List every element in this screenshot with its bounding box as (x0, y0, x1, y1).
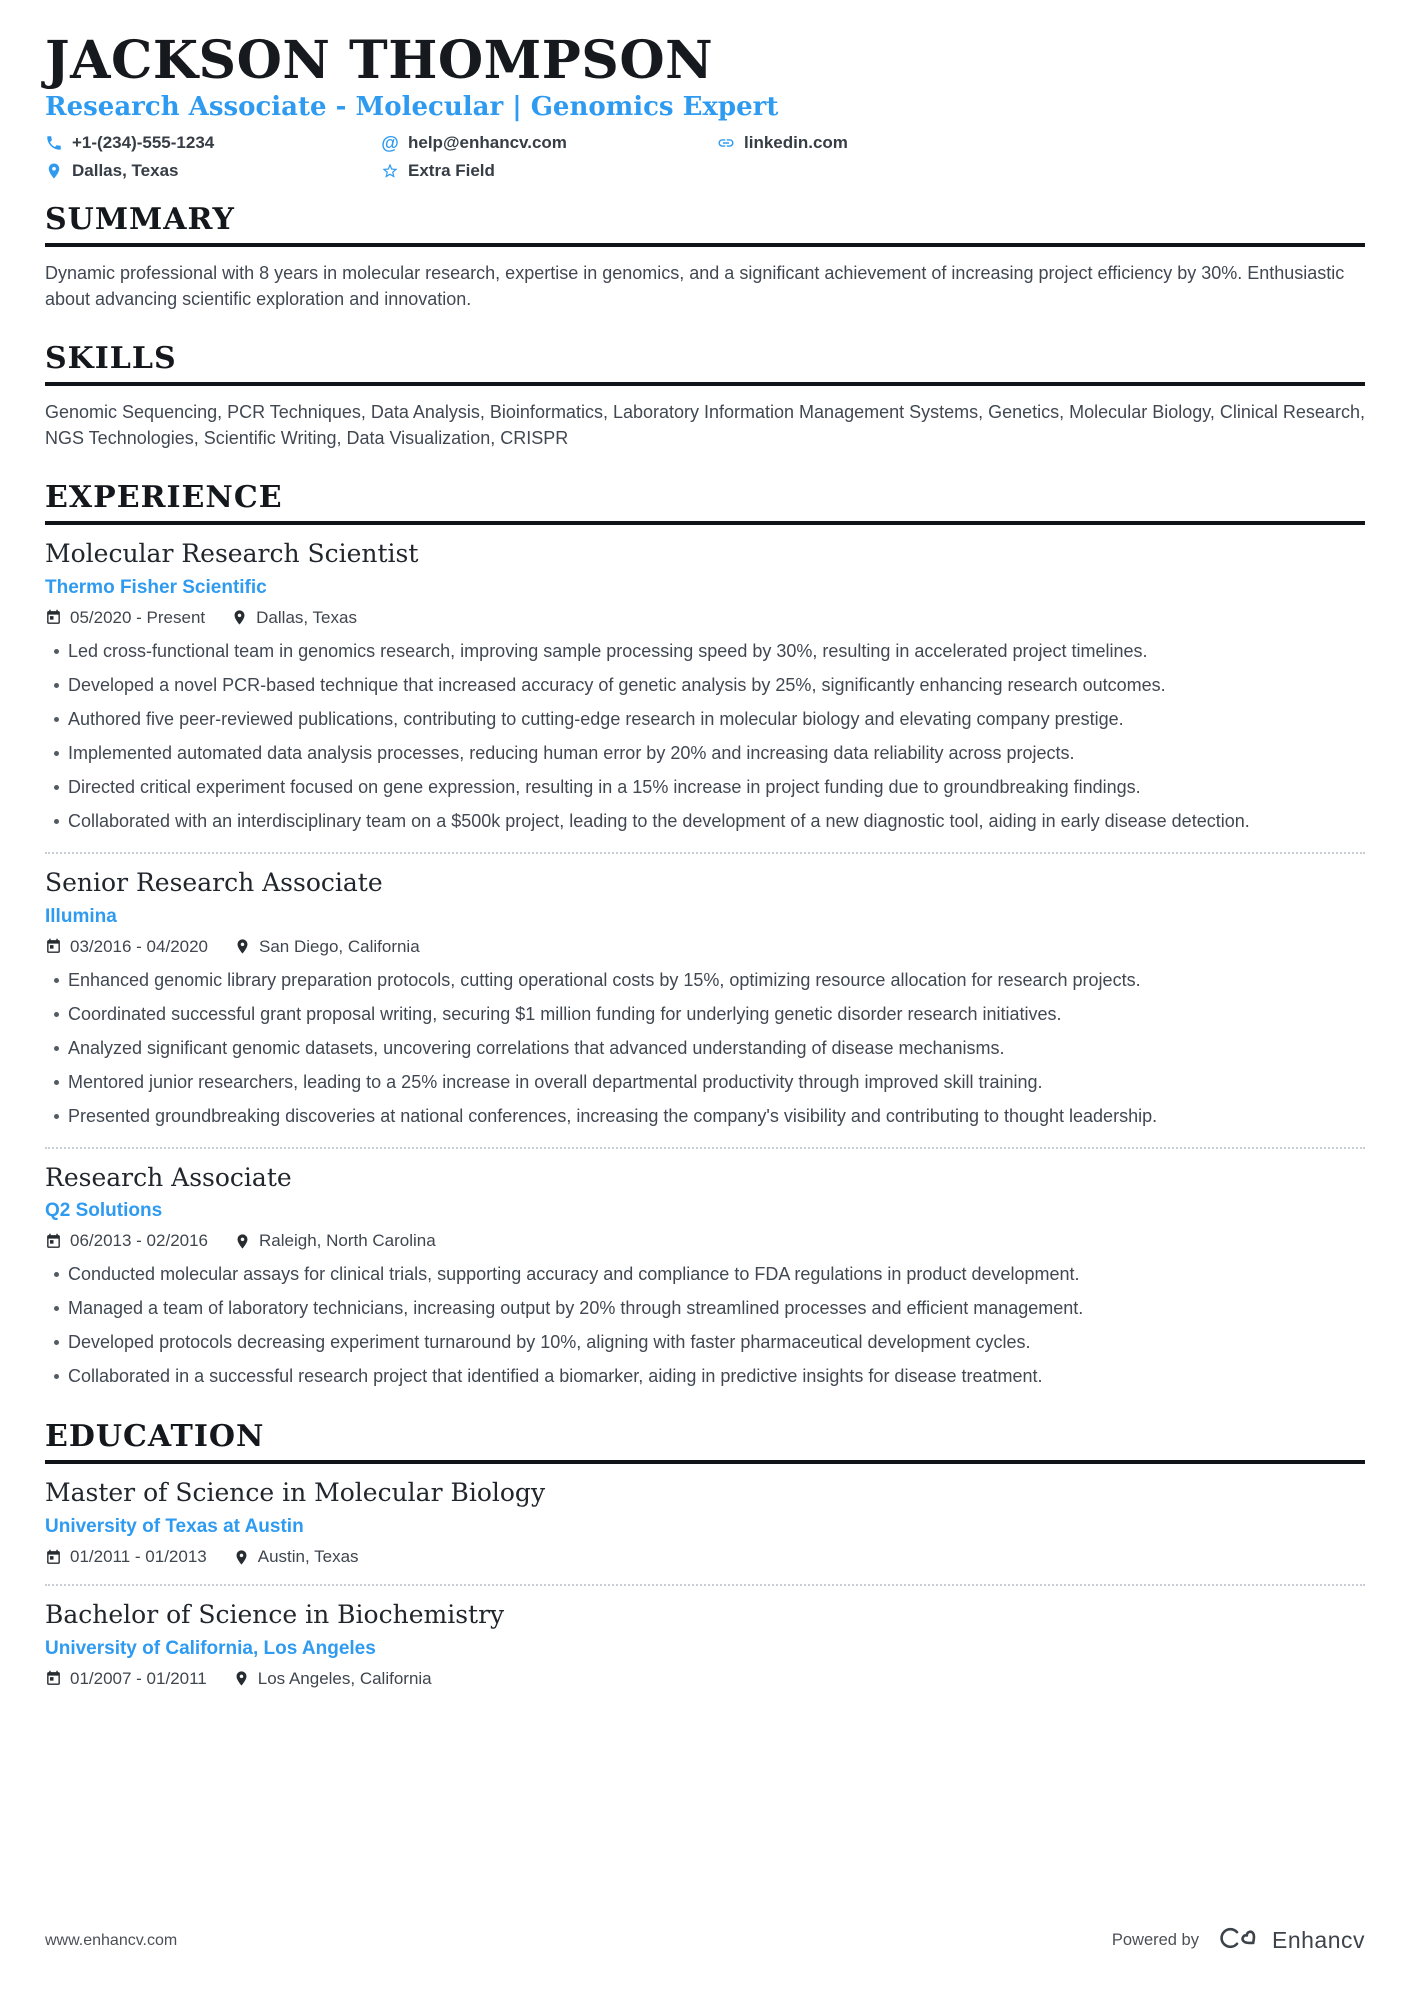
phone-icon (45, 134, 63, 152)
job-bullets (45, 1261, 1365, 1390)
powered-by-label: Powered by (1111, 1931, 1199, 1949)
job-meta (45, 1231, 1365, 1251)
at-icon: @ (381, 133, 399, 154)
bullet-item: Implemented automated data analysis processes, reducing human error by 20% and increasing data reliability across projects. (45, 740, 1365, 767)
bullet-item: Directed critical experiment focused on gene expression, resulting in a 15% increase in project funding due to groundbreaking findings. (45, 774, 1365, 801)
site-link[interactable]: www.enhancv.com (45, 1931, 178, 1949)
job-dates: 03/2016 - 04/2020 (45, 937, 208, 957)
contact-item-extra-field (381, 161, 717, 181)
experience-entry (45, 525, 1365, 854)
bullet-item: Enhanced genomic library preparation protocols, cutting operational costs by 15%, optimizing resource allocation for research projects. (45, 967, 1365, 994)
resume-header (45, 30, 1365, 181)
education-entry (45, 1586, 1365, 1689)
contact-item-location (45, 161, 381, 181)
education-entries (45, 1464, 1365, 1689)
job-location: Dallas, Texas (231, 608, 357, 628)
link-icon (717, 134, 735, 152)
school-name: University of California, Los Angeles (45, 1637, 376, 1659)
calendar-icon (45, 1670, 62, 1687)
bullet-item: Developed a novel PCR-based technique that increased accuracy of genetic analysis by 25%, significantly enhancing research outcomes. (45, 672, 1365, 699)
experience-entry (45, 1149, 1365, 1391)
experience-entries (45, 525, 1365, 1390)
enhancv-logo-icon (1215, 1924, 1263, 1957)
location-pin-icon (231, 609, 248, 626)
contact-label: linkedin.com (744, 133, 848, 153)
job-dates: 06/2013 - 02/2016 (45, 1231, 208, 1251)
job-dates: 05/2020 - Present (45, 608, 205, 628)
degree-title: Bachelor of Science in Biochemistry (45, 1600, 505, 1630)
bullet-item: Collaborated with an interdisciplinary team on a $500k project, leading to the development of a new diagnostic tool, aiding in early disease detection. (45, 808, 1365, 835)
location-pin-icon (234, 1233, 251, 1250)
star-icon (381, 162, 399, 180)
contact-label: Dallas, Texas (72, 161, 179, 181)
job-title: Molecular Research Scientist (45, 539, 419, 569)
skills-heading: SKILLS (45, 342, 1365, 386)
contact-label: Extra Field (408, 161, 495, 181)
contact-item-email[interactable] (381, 133, 717, 153)
enhancv-brand[interactable] (1215, 1924, 1365, 1957)
company-name: Thermo Fisher Scientific (45, 576, 267, 598)
degree-dates: 01/2011 - 01/2013 (45, 1547, 207, 1567)
education-entry (45, 1464, 1365, 1586)
degree-meta (45, 1547, 1365, 1567)
location-pin-icon (45, 162, 63, 180)
location-pin-icon (234, 938, 251, 955)
contact-label: +1-(234)-555-1234 (72, 133, 215, 153)
job-meta (45, 937, 1365, 957)
job-location: Raleigh, North Carolina (234, 1231, 436, 1251)
skills-text: Genomic Sequencing, PCR Techniques, Data Analysis, Bioinformatics, Laboratory Information Management Systems, Genetics, Molecular Biology, Clinical Research, NGS Technologies, Scientific Writing, Data Visualization, CRISPR (45, 402, 1365, 449)
summary-text: Dynamic professional with 8 years in molecular research, expertise in genomics, and a significant achievement of increasing project efficiency by 30%. Enthusiastic about advancing scientific exploration and innovation. (45, 263, 1345, 310)
contact-label: help@enhancv.com (408, 133, 567, 153)
degree-title: Master of Science in Molecular Biology (45, 1478, 546, 1508)
bullet-item: Analyzed significant genomic datasets, uncovering correlations that advanced understanding of disease mechanisms. (45, 1035, 1365, 1062)
school-name: University of Texas at Austin (45, 1516, 304, 1538)
bullet-item: Coordinated successful grant proposal writing, securing $1 million funding for underlying genetic disorder research initiatives. (45, 1001, 1365, 1028)
job-location: San Diego, California (234, 937, 420, 957)
bullet-item: Authored five peer-reviewed publications, contributing to cutting-edge research in molecular biology and elevating company prestige. (45, 706, 1365, 733)
calendar-icon (45, 1233, 62, 1250)
education-heading: EDUCATION (45, 1420, 1365, 1464)
bullet-item: Managed a team of laboratory technicians, increasing output by 20% through streamlined processes and efficient management. (45, 1295, 1365, 1322)
degree-location: Austin, Texas (233, 1547, 359, 1567)
degree-meta (45, 1669, 1365, 1689)
job-meta (45, 608, 1365, 628)
experience-entry (45, 854, 1365, 1149)
summary-heading: SUMMARY (45, 203, 1365, 247)
section-summary (45, 203, 1365, 312)
bullet-item: Conducted molecular assays for clinical trials, supporting accuracy and compliance to FDA regulations in product development. (45, 1261, 1365, 1288)
calendar-icon (45, 938, 62, 955)
job-title: Senior Research Associate (45, 867, 383, 897)
powered-by (1112, 1924, 1365, 1957)
brand-name: Enhancv (1271, 1927, 1365, 1953)
bullet-item: Led cross-functional team in genomics research, improving sample processing speed by 30%, resulting in accelerated project timelines. (45, 638, 1365, 665)
degree-location: Los Angeles, California (233, 1669, 432, 1689)
bullet-item: Mentored junior researchers, leading to a 25% increase in overall departmental productivity through improved skill training. (45, 1069, 1365, 1096)
section-skills (45, 342, 1365, 451)
candidate-name: JACKSON THOMPSON (45, 30, 714, 91)
bullet-item: Presented groundbreaking discoveries at national conferences, increasing the company's visibility and contributing to thought leadership. (45, 1103, 1365, 1130)
contact-info (45, 133, 1365, 181)
bullet-item: Developed protocols decreasing experiment turnaround by 10%, aligning with faster pharmaceutical development cycles. (45, 1329, 1365, 1356)
contact-item-phone[interactable] (45, 133, 381, 153)
location-pin-icon (233, 1549, 250, 1566)
experience-heading: EXPERIENCE (45, 481, 1365, 525)
company-name: Q2 Solutions (45, 1200, 163, 1222)
job-title: Research Associate (45, 1162, 292, 1192)
bullet-item: Collaborated in a successful research project that identified a biomarker, aiding in predictive insights for disease treatment. (45, 1363, 1365, 1390)
section-education (45, 1420, 1365, 1689)
calendar-icon (45, 1549, 62, 1566)
section-experience (45, 481, 1365, 1390)
page-footer (45, 1924, 1365, 1957)
degree-dates: 01/2007 - 01/2011 (45, 1669, 207, 1689)
job-bullets (45, 967, 1365, 1130)
contact-item-linkedin[interactable] (717, 133, 1365, 153)
candidate-headline: Research Associate - Molecular | Genomics Expert (45, 91, 779, 122)
location-pin-icon (233, 1670, 250, 1687)
company-name: Illumina (45, 905, 117, 927)
job-bullets (45, 638, 1365, 835)
calendar-icon (45, 609, 62, 626)
